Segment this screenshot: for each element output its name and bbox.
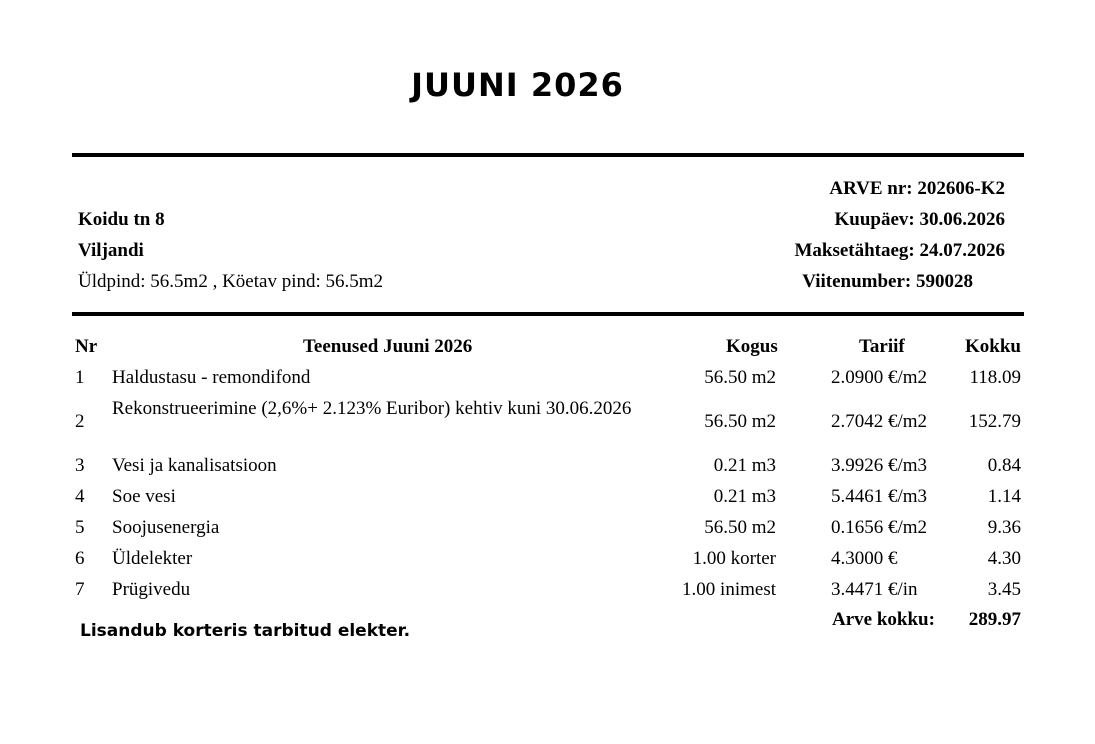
row-tariff: 2.0900 €/m2: [831, 367, 928, 388]
row-total: 4.30: [987, 548, 1021, 569]
row-service: Üldelekter: [112, 548, 193, 569]
row-tariff: 4.3000 €: [831, 548, 898, 569]
row-nr: 2: [75, 411, 85, 432]
column-header-nr: Nr: [75, 336, 98, 357]
invoice-due-date: Maksetähtaeg: 24.07.2026: [794, 240, 1005, 261]
header-divider: [72, 312, 1024, 316]
column-header-service: Teenused Juuni 2026: [303, 336, 473, 357]
column-header-tariff: Tariif: [859, 336, 905, 357]
address-area: Üldpind: 56.5m2 , Köetav pind: 56.5m2: [78, 271, 384, 292]
row-tariff: 0.1656 €/m2: [831, 517, 928, 538]
row-nr: 4: [75, 486, 85, 507]
row-nr: 5: [75, 517, 85, 538]
row-total: 9.36: [987, 517, 1021, 538]
row-qty: 56.50 m2: [704, 411, 776, 432]
row-total: 118.09: [969, 367, 1021, 388]
row-service: Soe vesi: [112, 486, 176, 507]
row-tariff: 3.9926 €/m3: [831, 455, 928, 476]
invoice-date: Kuupäev: 30.06.2026: [834, 209, 1005, 230]
row-nr: 3: [75, 455, 85, 476]
column-header-total: Kokku: [965, 336, 1021, 357]
top-divider: [72, 153, 1024, 157]
row-nr: 7: [75, 579, 85, 600]
invoice-number: ARVE nr: 202606-K2: [829, 178, 1005, 199]
address-street: Koidu tn 8: [78, 209, 165, 230]
row-qty: 0.21 m3: [713, 486, 776, 507]
invoice-reference: Viitenumber: 590028: [802, 271, 973, 292]
row-service: Prügivedu: [112, 579, 191, 600]
row-tariff: 3.4471 €/in: [831, 579, 918, 600]
row-service: Vesi ja kanalisatsioon: [112, 455, 277, 476]
row-total: 0.84: [987, 455, 1021, 476]
row-service: Haldustasu - remondifond: [112, 367, 311, 388]
row-nr: 6: [75, 548, 85, 569]
address-city: Viljandi: [78, 240, 144, 261]
footnote: Lisandub korteris tarbitud elekter.: [80, 621, 411, 641]
row-qty: 56.50 m2: [704, 517, 776, 538]
invoice-total-label: Arve kokku:: [832, 609, 935, 630]
invoice-total-value: 289.97: [968, 609, 1021, 630]
row-tariff: 5.4461 €/m3: [831, 486, 928, 507]
column-header-qty: Kogus: [726, 336, 778, 357]
row-qty: 1.00 inimest: [682, 579, 776, 600]
row-nr: 1: [75, 367, 85, 388]
row-total: 1.14: [987, 486, 1021, 507]
row-tariff: 2.7042 €/m2: [831, 411, 928, 432]
row-qty: 56.50 m2: [704, 367, 776, 388]
row-qty: 0.21 m3: [713, 455, 776, 476]
row-qty: 1.00 korter: [692, 548, 776, 569]
row-total: 152.79: [968, 411, 1021, 432]
row-service: Rekonstrueerimine (2,6%+ 2.123% Euribor) kehtiv kuni 30.06.2026: [112, 398, 632, 419]
row-service: Soojusenergia: [112, 517, 220, 538]
row-total: 3.45: [987, 579, 1021, 600]
page-title: JUUNI 2026: [411, 66, 624, 104]
